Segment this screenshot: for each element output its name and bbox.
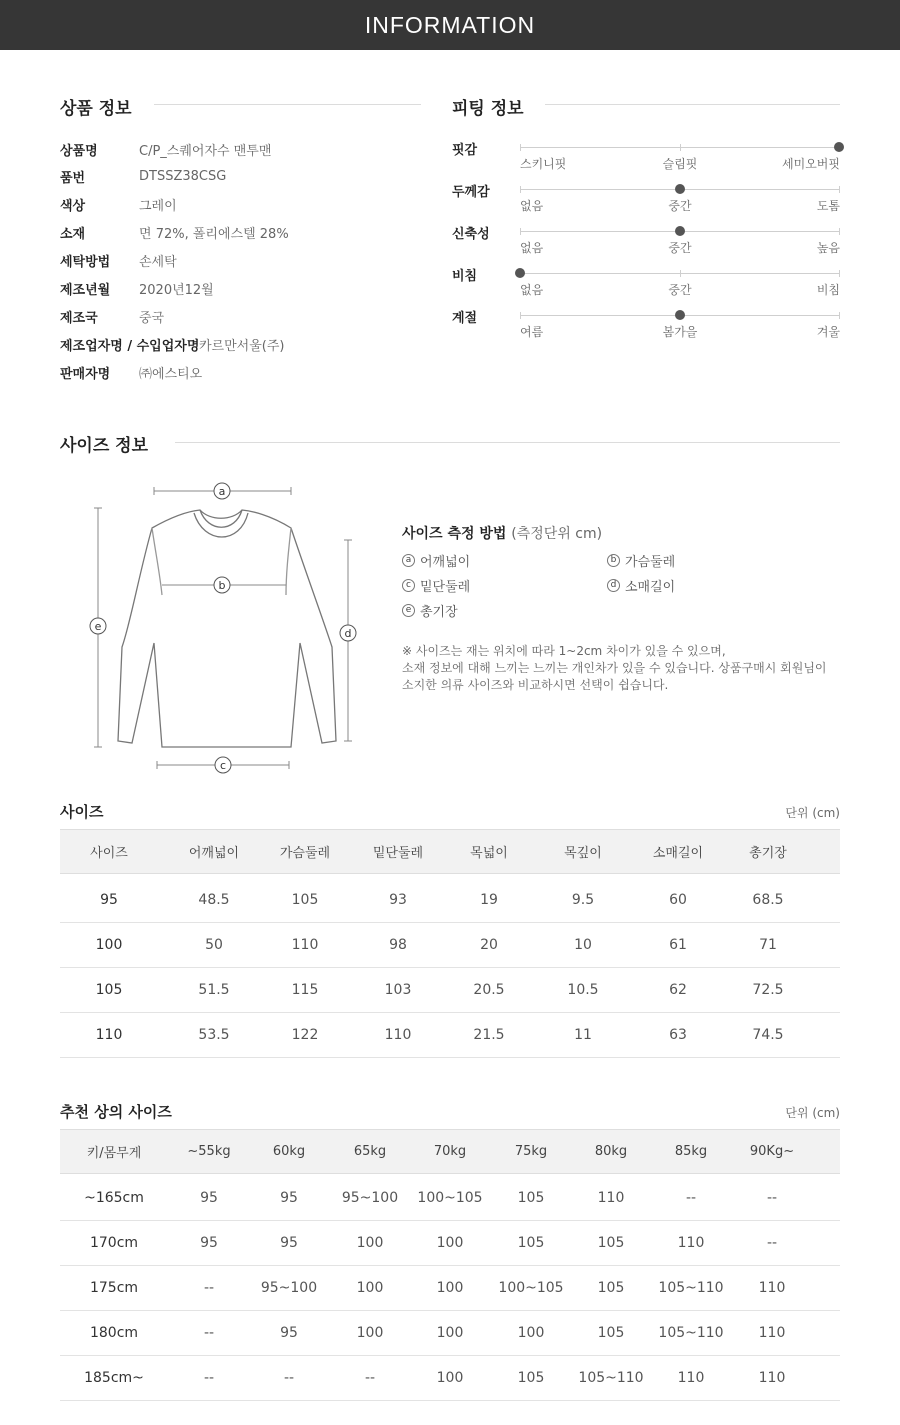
marker-e: e <box>94 620 102 633</box>
measure-item-e <box>402 601 458 620</box>
size-table-title: 사이즈 <box>60 803 104 821</box>
fitting-option: 없음 <box>520 241 544 255</box>
fitting-selected-dot <box>675 226 685 236</box>
measure-item-label: 밑단둘레 <box>420 580 471 595</box>
product-info-key: 색상 <box>60 199 86 215</box>
fitting-tick <box>680 270 681 277</box>
recommend-table-cell: 100 <box>356 1325 384 1341</box>
table-row <box>60 968 840 1013</box>
size-table-cell: 105 <box>95 982 123 998</box>
size-table-header-cell: 사이즈 <box>90 846 128 861</box>
product-info-row <box>60 167 226 187</box>
recommend-table-cell: 100~105 <box>417 1190 483 1206</box>
size-note-line: 소지한 의류 사이즈와 비교하시면 선택이 쉽습니다. <box>402 678 669 692</box>
product-info-divider <box>154 104 421 105</box>
recommend-table-header-cell: 75kg <box>514 1144 548 1159</box>
header-title: INFORMATION <box>364 11 536 38</box>
size-table-cell: 10 <box>574 937 592 953</box>
recommend-table-cell: 105 <box>517 1190 545 1206</box>
recommend-table-cell: 105 <box>597 1235 625 1251</box>
product-info-value: ㈜에스티오 <box>139 366 203 382</box>
recommend-table-cell: 95 <box>280 1235 298 1251</box>
fitting-option: 높음 <box>816 241 840 255</box>
recommend-table-cell: 105~110 <box>578 1370 644 1386</box>
info-header <box>0 0 900 50</box>
recommend-table-cell: 100~105 <box>498 1280 564 1296</box>
size-table-cell: 110 <box>384 1027 412 1043</box>
size-table-cell: 21.5 <box>473 1027 505 1043</box>
measure-item-label: 소매길이 <box>625 580 676 595</box>
fitting-tick <box>520 228 521 235</box>
size-table-cell: 110 <box>95 1027 123 1043</box>
product-info-row <box>60 334 285 354</box>
table-row <box>60 1176 840 1221</box>
product-info-value: 그레이 <box>139 199 177 215</box>
product-info-row <box>60 251 177 271</box>
measure-item-label: 어깨넓이 <box>420 555 471 570</box>
fitting-tick <box>839 270 840 277</box>
size-table-cell: 20 <box>480 937 498 953</box>
table-row <box>60 1013 840 1058</box>
marker-e-badge: e <box>402 604 415 617</box>
diagram-markers <box>90 483 356 773</box>
product-info-key: 상품명 <box>60 143 98 159</box>
fitting-option: 없음 <box>520 283 544 297</box>
marker-b: b <box>218 579 226 592</box>
size-table-header-cell: 어깨넓이 <box>188 846 240 861</box>
size-note-line: 소재 정보에 대해 느끼는 느끼는 개인차가 있을 수 있습니다. 상품구매시 회원님이 <box>402 661 827 675</box>
fitting-tick <box>520 312 521 319</box>
sweatshirt-diagram <box>80 475 380 780</box>
recommend-table-cell: 105~110 <box>658 1280 724 1296</box>
recommend-table-cell: -- <box>203 1370 215 1386</box>
fitting-option: 여름 <box>520 325 544 339</box>
table-row <box>60 1356 840 1401</box>
recommend-table-cell: -- <box>685 1190 697 1206</box>
recommend-table-header-cell: 85kg <box>674 1144 708 1159</box>
recommend-table-cell: ~165cm <box>84 1190 144 1206</box>
recommend-table-cell: 100 <box>436 1325 464 1341</box>
recommend-table-cell: 100 <box>436 1370 464 1386</box>
size-info-divider <box>175 442 840 443</box>
fitting-option: 봄가을 <box>662 325 698 339</box>
marker-c: c <box>219 759 227 772</box>
size-table-cell: 98 <box>389 937 407 953</box>
fitting-label: 계절 <box>452 311 478 326</box>
product-info-title: 상품 정보 <box>60 99 132 119</box>
recommend-table-cell: 110 <box>677 1235 705 1251</box>
fitting-option: 겨울 <box>816 325 840 339</box>
recommend-table-header <box>60 1129 840 1174</box>
fitting-selected-dot <box>675 184 685 194</box>
fitting-tick <box>839 228 840 235</box>
measure-item-label: 총기장 <box>420 605 458 620</box>
measure-item-a <box>402 551 470 570</box>
recommend-table-cell: 185cm~ <box>84 1370 144 1386</box>
size-table-cell: 74.5 <box>752 1027 784 1043</box>
recommend-table-cell: 95~100 <box>341 1190 399 1206</box>
recommend-table-cell: 110 <box>677 1370 705 1386</box>
recommend-table-header-cell: 65kg <box>353 1144 387 1159</box>
product-info-row <box>60 362 202 382</box>
product-info-key: 판매자명 <box>60 366 111 382</box>
size-table-cell: 110 <box>291 937 319 953</box>
recommend-table-cell: 110 <box>758 1370 786 1386</box>
product-info-value: C/P_스퀘어자수 맨투맨 <box>139 143 272 159</box>
fitting-scale <box>520 147 840 148</box>
size-table-cell: 62 <box>669 982 687 998</box>
recommend-table-header-cell: 80kg <box>594 1144 628 1159</box>
recommend-table-cell: 180cm <box>89 1325 139 1341</box>
size-table-cell: 103 <box>384 982 412 998</box>
size-table-cell: 72.5 <box>752 982 784 998</box>
table-row <box>60 923 840 968</box>
recommend-table-cell: 100 <box>436 1280 464 1296</box>
product-info-key: 소재 <box>60 227 86 243</box>
fitting-tick <box>520 144 521 151</box>
size-table-cell: 71 <box>759 937 777 953</box>
fitting-scale <box>520 273 840 274</box>
recommend-table-cell: -- <box>203 1280 215 1296</box>
fitting-tick <box>839 186 840 193</box>
size-table-cell: 93 <box>389 892 407 908</box>
product-info-key: 제조년월 <box>60 283 111 298</box>
recommend-table-header-cell: 90Kg~ <box>749 1144 795 1159</box>
fitting-option: 비침 <box>816 283 840 297</box>
recommend-table-cell: 100 <box>436 1235 464 1251</box>
marker-b-badge: b <box>607 554 620 567</box>
fitting-selected-dot <box>675 310 685 320</box>
fitting-option: 없음 <box>520 199 544 213</box>
recommend-table-cell: 110 <box>597 1190 625 1206</box>
size-table-header-cell: 총기장 <box>749 846 787 861</box>
product-info-value: 면 72%, 폴리에스텔 28% <box>139 227 289 243</box>
product-info-key: 품번 <box>60 171 86 187</box>
marker-a: a <box>218 485 226 498</box>
fitting-tick <box>680 144 681 151</box>
fitting-tick <box>839 312 840 319</box>
measure-title-text: 사이즈 측정 방법 <box>402 526 507 542</box>
recommend-table-title: 추천 상의 사이즈 <box>60 1103 172 1121</box>
recommend-table-unit: 단위 (cm) <box>785 1106 840 1120</box>
measure-method-title <box>402 523 602 543</box>
size-table-header-cell: 밑단둘레 <box>372 846 424 861</box>
fitting-label: 비침 <box>452 269 478 284</box>
recommend-table-header-cell: 60kg <box>272 1144 306 1159</box>
size-table-cell: 11 <box>574 1027 592 1043</box>
fitting-option: 세미오버핏 <box>782 157 840 171</box>
recommend-table-cell: 95~100 <box>260 1280 318 1296</box>
recommend-table-cell: 105 <box>517 1370 545 1386</box>
size-table-cell: 19 <box>480 892 498 908</box>
fitting-label: 두께감 <box>452 185 490 200</box>
size-table-cell: 60 <box>669 892 687 908</box>
marker-a-badge: a <box>402 554 415 567</box>
measure-item-label: 가슴둘레 <box>625 555 676 570</box>
product-info-row <box>60 223 289 243</box>
product-info-value: 카르만서울(주) <box>199 338 285 354</box>
size-table-cell: 51.5 <box>198 982 230 998</box>
product-info-row <box>60 195 177 215</box>
measure-item-c <box>402 576 470 595</box>
marker-c-badge: c <box>402 579 415 592</box>
size-table-header <box>60 829 840 874</box>
size-table-cell: 105 <box>291 892 319 908</box>
fitting-option: 슬림핏 <box>662 157 698 171</box>
table-row <box>60 878 840 923</box>
size-table-cell: 10.5 <box>567 982 599 998</box>
recommend-table-cell: 100 <box>356 1280 384 1296</box>
marker-d-badge: d <box>607 579 620 592</box>
size-table-cell: 115 <box>291 982 319 998</box>
fitting-tick <box>520 186 521 193</box>
recommend-table-cell: -- <box>766 1190 778 1206</box>
size-table-header-cell: 목넓이 <box>470 846 508 861</box>
marker-d: d <box>344 627 352 640</box>
measure-item-b <box>607 551 675 570</box>
recommend-table-header-cell: 70kg <box>433 1144 467 1159</box>
recommend-table-cell: -- <box>766 1235 778 1251</box>
size-info-title: 사이즈 정보 <box>60 436 149 456</box>
size-table-cell: 122 <box>291 1027 319 1043</box>
recommend-table-cell: -- <box>364 1370 376 1386</box>
table-row <box>60 1266 840 1311</box>
recommend-table-cell: 110 <box>758 1325 786 1341</box>
fitting-option: 중간 <box>668 283 692 297</box>
size-table-cell: 50 <box>205 937 223 953</box>
recommend-table-cell: 95 <box>200 1235 218 1251</box>
fitting-option: 도톰 <box>816 199 840 213</box>
recommend-table-cell: -- <box>283 1370 295 1386</box>
size-table-cell: 100 <box>95 937 123 953</box>
fitting-option: 중간 <box>668 241 692 255</box>
recommend-table-cell: 105~110 <box>658 1325 724 1341</box>
size-table-cell: 48.5 <box>198 892 230 908</box>
recommend-table-cell: -- <box>203 1325 215 1341</box>
product-info-key: 제조국 <box>60 310 98 326</box>
measure-unit: (측정단위 cm) <box>511 526 603 542</box>
size-note <box>402 643 827 694</box>
product-info-value: 2020년12월 <box>139 283 214 298</box>
size-table-cell: 68.5 <box>752 892 784 908</box>
product-info-row <box>60 306 164 326</box>
size-table-header-cell: 가슴둘레 <box>279 846 331 861</box>
size-table-cell: 53.5 <box>198 1027 230 1043</box>
size-table-cell: 20.5 <box>473 982 505 998</box>
recommend-table-cell: 100 <box>356 1235 384 1251</box>
recommend-table-header-cell: 키/몸무게 <box>86 1146 142 1161</box>
product-info-key: 제조업자명 / 수입업자명 <box>60 338 200 354</box>
fitting-label: 핏감 <box>452 143 478 158</box>
size-table-cell: 63 <box>669 1027 687 1043</box>
size-table-cell: 95 <box>100 892 118 908</box>
size-table-cell: 9.5 <box>571 892 595 908</box>
product-info-key: 세탁방법 <box>60 255 111 271</box>
recommend-table-cell: 105 <box>517 1235 545 1251</box>
fitting-selected-dot <box>834 142 844 152</box>
fitting-scale <box>520 315 840 316</box>
size-table-header-cell: 목깊이 <box>564 846 602 861</box>
fitting-scale <box>520 231 840 232</box>
recommend-table-cell: 95 <box>280 1325 298 1341</box>
recommend-table-cell: 95 <box>200 1190 218 1206</box>
measure-item-d <box>607 576 675 595</box>
size-table-cell: 61 <box>669 937 687 953</box>
recommend-table-cell: 100 <box>517 1325 545 1341</box>
recommend-table-cell: 110 <box>758 1280 786 1296</box>
fitting-label: 신축성 <box>452 227 490 242</box>
product-info-row <box>60 279 214 299</box>
fitting-selected-dot <box>515 268 525 278</box>
product-info-value: DTSSZ38CSG <box>139 169 227 185</box>
recommend-table-cell: 95 <box>280 1190 298 1206</box>
table-row <box>60 1221 840 1266</box>
product-info-value: 중국 <box>139 310 165 326</box>
product-info-row <box>60 139 271 159</box>
fitting-option: 스키니핏 <box>520 157 567 171</box>
fitting-info-title: 피팅 정보 <box>452 99 524 119</box>
recommend-table-header-cell: ~55kg <box>187 1144 231 1159</box>
recommend-table-cell: 175cm <box>89 1280 139 1296</box>
recommend-table-cell: 170cm <box>89 1235 139 1251</box>
recommend-table-cell: 105 <box>597 1280 625 1296</box>
size-table-header-cell: 소매길이 <box>652 846 704 861</box>
size-table-unit: 단위 (cm) <box>785 806 840 820</box>
product-info-value: 손세탁 <box>139 255 177 271</box>
fitting-info-divider <box>545 104 840 105</box>
recommend-table-cell: 105 <box>597 1325 625 1341</box>
table-row <box>60 1311 840 1356</box>
size-note-line: ※ 사이즈는 재는 위치에 따라 1~2cm 차이가 있을 수 있으며, <box>402 644 726 658</box>
fitting-scale <box>520 189 840 190</box>
fitting-option: 중간 <box>668 199 692 213</box>
